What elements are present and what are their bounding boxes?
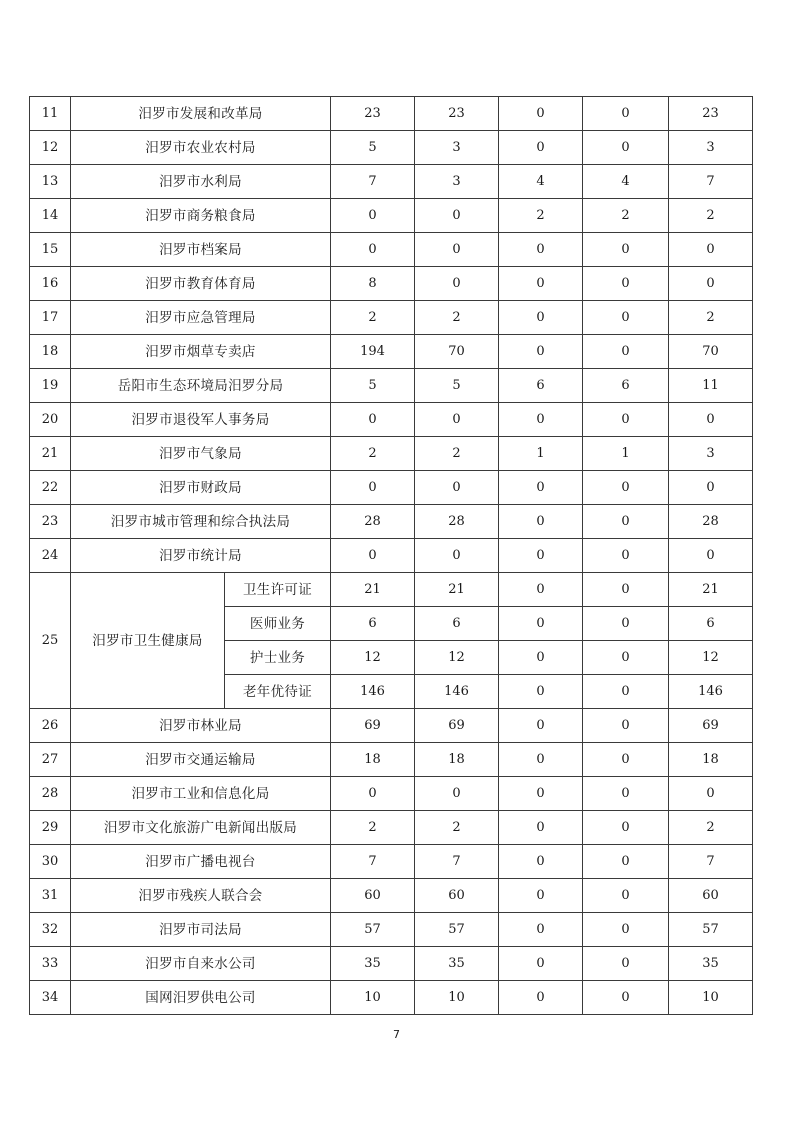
value-cell-2: 60 xyxy=(415,879,499,913)
table-row xyxy=(30,845,753,879)
value-cell-2: 57 xyxy=(415,913,499,947)
value-cell-1: 146 xyxy=(331,675,415,709)
value-cell-5: 69 xyxy=(669,709,753,743)
row-number-cell: 33 xyxy=(30,947,71,981)
value-cell-1: 2 xyxy=(331,437,415,471)
value-cell-2: 0 xyxy=(415,267,499,301)
value-cell-5: 0 xyxy=(669,267,753,301)
value-cell-1: 6 xyxy=(331,607,415,641)
department-cell: 汨罗市农业农村局 xyxy=(71,131,331,165)
department-cell: 汨罗市气象局 xyxy=(71,437,331,471)
department-cell: 汨罗市商务粮食局 xyxy=(71,199,331,233)
value-cell-2: 2 xyxy=(415,811,499,845)
value-cell-5: 2 xyxy=(669,199,753,233)
value-cell-5: 2 xyxy=(669,811,753,845)
value-cell-4: 0 xyxy=(583,845,669,879)
value-cell-1: 28 xyxy=(331,505,415,539)
value-cell-3: 0 xyxy=(499,267,583,301)
value-cell-4: 0 xyxy=(583,471,669,505)
value-cell-4: 0 xyxy=(583,675,669,709)
value-cell-1: 0 xyxy=(331,199,415,233)
value-cell-2: 3 xyxy=(415,131,499,165)
value-cell-1: 5 xyxy=(331,131,415,165)
department-cell: 汨罗市发展和改革局 xyxy=(71,97,331,131)
value-cell-3: 0 xyxy=(499,981,583,1015)
table-row xyxy=(30,879,753,913)
row-number-cell: 30 xyxy=(30,845,71,879)
row-number-cell: 28 xyxy=(30,777,71,811)
department-cell: 汨罗市交通运输局 xyxy=(71,743,331,777)
department-cell: 汨罗市文化旅游广电新闻出版局 xyxy=(71,811,331,845)
table-row xyxy=(30,233,753,267)
value-cell-5: 0 xyxy=(669,403,753,437)
row-number-cell: 22 xyxy=(30,471,71,505)
row-number-cell: 31 xyxy=(30,879,71,913)
value-cell-1: 21 xyxy=(331,573,415,607)
value-cell-4: 2 xyxy=(583,199,669,233)
department-cell: 国网汨罗供电公司 xyxy=(71,981,331,1015)
value-cell-5: 3 xyxy=(669,437,753,471)
value-cell-2: 5 xyxy=(415,369,499,403)
value-cell-1: 0 xyxy=(331,403,415,437)
value-cell-2: 0 xyxy=(415,199,499,233)
value-cell-2: 0 xyxy=(415,233,499,267)
statistics-table xyxy=(29,96,753,1015)
table-row xyxy=(30,505,753,539)
row-number-cell: 21 xyxy=(30,437,71,471)
value-cell-1: 57 xyxy=(331,913,415,947)
value-cell-2: 6 xyxy=(415,607,499,641)
table-row xyxy=(30,97,753,131)
value-cell-4: 0 xyxy=(583,97,669,131)
value-cell-1: 60 xyxy=(331,879,415,913)
table-row xyxy=(30,981,753,1015)
department-cell: 汨罗市工业和信息化局 xyxy=(71,777,331,811)
value-cell-3: 0 xyxy=(499,131,583,165)
value-cell-3: 0 xyxy=(499,811,583,845)
table-row xyxy=(30,335,753,369)
value-cell-4: 0 xyxy=(583,403,669,437)
table-row xyxy=(30,437,753,471)
department-cell: 汨罗市广播电视台 xyxy=(71,845,331,879)
value-cell-5: 0 xyxy=(669,471,753,505)
value-cell-5: 21 xyxy=(669,573,753,607)
value-cell-1: 194 xyxy=(331,335,415,369)
value-cell-3: 0 xyxy=(499,539,583,573)
department-cell: 汨罗市烟草专卖店 xyxy=(71,335,331,369)
table-row xyxy=(30,811,753,845)
value-cell-2: 23 xyxy=(415,97,499,131)
table-row xyxy=(30,165,753,199)
value-cell-2: 35 xyxy=(415,947,499,981)
table-row xyxy=(30,403,753,437)
value-cell-4: 0 xyxy=(583,947,669,981)
value-cell-1: 2 xyxy=(331,811,415,845)
value-cell-4: 0 xyxy=(583,335,669,369)
sub-item-cell: 老年优待证 xyxy=(225,675,331,709)
value-cell-2: 70 xyxy=(415,335,499,369)
value-cell-3: 0 xyxy=(499,675,583,709)
value-cell-1: 0 xyxy=(331,471,415,505)
value-cell-2: 12 xyxy=(415,641,499,675)
value-cell-5: 12 xyxy=(669,641,753,675)
value-cell-2: 21 xyxy=(415,573,499,607)
value-cell-1: 69 xyxy=(331,709,415,743)
row-number-cell: 18 xyxy=(30,335,71,369)
department-cell: 汨罗市水利局 xyxy=(71,165,331,199)
value-cell-4: 0 xyxy=(583,777,669,811)
value-cell-4: 1 xyxy=(583,437,669,471)
table-row xyxy=(30,913,753,947)
value-cell-3: 0 xyxy=(499,879,583,913)
value-cell-3: 0 xyxy=(499,743,583,777)
value-cell-4: 0 xyxy=(583,233,669,267)
row-number-cell: 14 xyxy=(30,199,71,233)
row-number-cell: 26 xyxy=(30,709,71,743)
value-cell-5: 18 xyxy=(669,743,753,777)
department-cell: 汨罗市城市管理和综合执法局 xyxy=(71,505,331,539)
value-cell-5: 0 xyxy=(669,777,753,811)
department-cell: 汨罗市残疾人联合会 xyxy=(71,879,331,913)
value-cell-4: 0 xyxy=(583,709,669,743)
value-cell-1: 7 xyxy=(331,845,415,879)
table-row xyxy=(30,709,753,743)
value-cell-4: 0 xyxy=(583,811,669,845)
value-cell-3: 0 xyxy=(499,573,583,607)
value-cell-3: 0 xyxy=(499,777,583,811)
department-cell: 汨罗市自来水公司 xyxy=(71,947,331,981)
value-cell-2: 0 xyxy=(415,403,499,437)
table-row xyxy=(30,301,753,335)
table-row xyxy=(30,267,753,301)
department-cell: 汨罗市林业局 xyxy=(71,709,331,743)
value-cell-5: 0 xyxy=(669,233,753,267)
row-number-cell: 23 xyxy=(30,505,71,539)
value-cell-1: 18 xyxy=(331,743,415,777)
table-row xyxy=(30,743,753,777)
row-number-cell: 11 xyxy=(30,97,71,131)
table-row xyxy=(30,369,753,403)
value-cell-5: 3 xyxy=(669,131,753,165)
value-cell-3: 0 xyxy=(499,301,583,335)
value-cell-1: 8 xyxy=(331,267,415,301)
value-cell-1: 12 xyxy=(331,641,415,675)
sub-item-cell: 医师业务 xyxy=(225,607,331,641)
value-cell-1: 10 xyxy=(331,981,415,1015)
value-cell-5: 23 xyxy=(669,97,753,131)
value-cell-5: 57 xyxy=(669,913,753,947)
value-cell-3: 2 xyxy=(499,199,583,233)
row-number-cell: 25 xyxy=(30,573,71,709)
value-cell-4: 0 xyxy=(583,913,669,947)
department-cell: 汨罗市统计局 xyxy=(71,539,331,573)
value-cell-2: 2 xyxy=(415,437,499,471)
value-cell-3: 0 xyxy=(499,607,583,641)
row-number-cell: 16 xyxy=(30,267,71,301)
row-number-cell: 15 xyxy=(30,233,71,267)
sub-item-cell: 护士业务 xyxy=(225,641,331,675)
value-cell-5: 6 xyxy=(669,607,753,641)
value-cell-2: 10 xyxy=(415,981,499,1015)
value-cell-5: 60 xyxy=(669,879,753,913)
row-number-cell: 20 xyxy=(30,403,71,437)
department-cell: 汨罗市档案局 xyxy=(71,233,331,267)
value-cell-2: 146 xyxy=(415,675,499,709)
table-row xyxy=(30,539,753,573)
value-cell-3: 0 xyxy=(499,97,583,131)
value-cell-4: 0 xyxy=(583,879,669,913)
department-cell: 汨罗市退役军人事务局 xyxy=(71,403,331,437)
value-cell-1: 0 xyxy=(331,539,415,573)
row-number-cell: 19 xyxy=(30,369,71,403)
value-cell-5: 28 xyxy=(669,505,753,539)
value-cell-1: 7 xyxy=(331,165,415,199)
value-cell-5: 7 xyxy=(669,165,753,199)
value-cell-3: 4 xyxy=(499,165,583,199)
row-number-cell: 27 xyxy=(30,743,71,777)
department-cell: 岳阳市生态环境局汨罗分局 xyxy=(71,369,331,403)
value-cell-4: 0 xyxy=(583,981,669,1015)
value-cell-1: 5 xyxy=(331,369,415,403)
value-cell-5: 0 xyxy=(669,539,753,573)
value-cell-2: 7 xyxy=(415,845,499,879)
value-cell-3: 6 xyxy=(499,369,583,403)
value-cell-3: 1 xyxy=(499,437,583,471)
value-cell-2: 69 xyxy=(415,709,499,743)
value-cell-5: 2 xyxy=(669,301,753,335)
value-cell-4: 0 xyxy=(583,131,669,165)
value-cell-3: 0 xyxy=(499,471,583,505)
table-row xyxy=(30,199,753,233)
value-cell-2: 0 xyxy=(415,471,499,505)
value-cell-5: 35 xyxy=(669,947,753,981)
value-cell-3: 0 xyxy=(499,845,583,879)
table-row xyxy=(30,131,753,165)
sub-item-cell: 卫生许可证 xyxy=(225,573,331,607)
value-cell-4: 0 xyxy=(583,607,669,641)
value-cell-2: 3 xyxy=(415,165,499,199)
value-cell-3: 0 xyxy=(499,709,583,743)
table-row xyxy=(30,777,753,811)
value-cell-2: 0 xyxy=(415,539,499,573)
value-cell-4: 0 xyxy=(583,573,669,607)
value-cell-3: 0 xyxy=(499,641,583,675)
table-row xyxy=(30,947,753,981)
value-cell-4: 0 xyxy=(583,539,669,573)
value-cell-1: 2 xyxy=(331,301,415,335)
value-cell-1: 35 xyxy=(331,947,415,981)
value-cell-4: 0 xyxy=(583,505,669,539)
value-cell-3: 0 xyxy=(499,913,583,947)
value-cell-3: 0 xyxy=(499,947,583,981)
department-cell: 汨罗市应急管理局 xyxy=(71,301,331,335)
page-number: 7 xyxy=(393,1028,400,1041)
row-number-cell: 24 xyxy=(30,539,71,573)
value-cell-5: 10 xyxy=(669,981,753,1015)
department-cell: 汨罗市财政局 xyxy=(71,471,331,505)
value-cell-3: 0 xyxy=(499,403,583,437)
row-number-cell: 29 xyxy=(30,811,71,845)
value-cell-2: 2 xyxy=(415,301,499,335)
value-cell-2: 28 xyxy=(415,505,499,539)
value-cell-4: 0 xyxy=(583,743,669,777)
row-number-cell: 12 xyxy=(30,131,71,165)
value-cell-5: 146 xyxy=(669,675,753,709)
table-row xyxy=(30,573,753,607)
value-cell-5: 70 xyxy=(669,335,753,369)
table-body xyxy=(30,97,753,1015)
department-cell: 汨罗市教育体育局 xyxy=(71,267,331,301)
department-cell: 汨罗市司法局 xyxy=(71,913,331,947)
value-cell-4: 0 xyxy=(583,301,669,335)
department-cell: 汨罗市卫生健康局 xyxy=(71,573,225,709)
value-cell-3: 0 xyxy=(499,335,583,369)
value-cell-5: 11 xyxy=(669,369,753,403)
value-cell-2: 0 xyxy=(415,777,499,811)
row-number-cell: 32 xyxy=(30,913,71,947)
value-cell-4: 6 xyxy=(583,369,669,403)
value-cell-1: 0 xyxy=(331,233,415,267)
value-cell-4: 0 xyxy=(583,641,669,675)
value-cell-4: 4 xyxy=(583,165,669,199)
value-cell-2: 18 xyxy=(415,743,499,777)
value-cell-4: 0 xyxy=(583,267,669,301)
table-row xyxy=(30,471,753,505)
value-cell-1: 0 xyxy=(331,777,415,811)
row-number-cell: 17 xyxy=(30,301,71,335)
value-cell-1: 23 xyxy=(331,97,415,131)
row-number-cell: 34 xyxy=(30,981,71,1015)
value-cell-3: 0 xyxy=(499,233,583,267)
value-cell-5: 7 xyxy=(669,845,753,879)
value-cell-3: 0 xyxy=(499,505,583,539)
row-number-cell: 13 xyxy=(30,165,71,199)
